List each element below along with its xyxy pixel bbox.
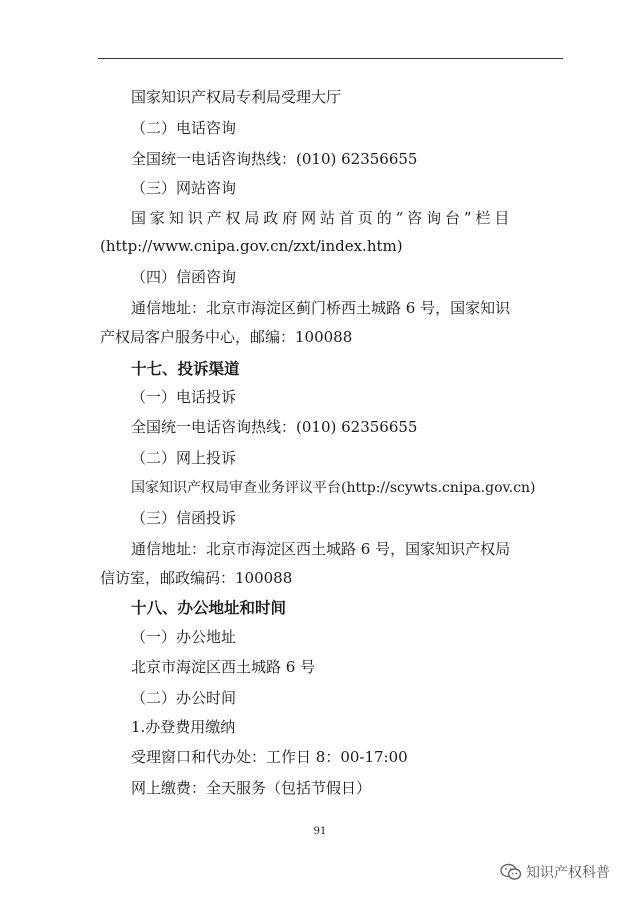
page-number: 91 <box>313 826 327 837</box>
wechat-icon <box>500 863 522 881</box>
text-line: 全国统一电话咨询热线：(010) 62356655 <box>131 150 418 168</box>
text-line: 通信地址：北京市海淀区蓟门桥西土城路 6 号，国家知识 <box>131 299 511 317</box>
url-text: (http://www.cnipa.gov.cn/zxt/index.htm) <box>100 237 403 255</box>
text-line: 全国统一电话咨询热线：(010) 62356655 <box>131 418 418 436</box>
text-line: 1.办登费用缴纳 <box>131 718 236 736</box>
sub-heading: （四）信函咨询 <box>131 268 237 286</box>
section-heading: 十八、办公地址和时间 <box>131 599 287 617</box>
section-heading: 十七、投诉渠道 <box>131 360 240 378</box>
watermark-text: 知识产权科普 <box>526 865 610 881</box>
text-line: 国家知识产权局政府网站首页的“咨询台”栏目 <box>131 209 514 227</box>
sub-heading: （二）网上投诉 <box>131 449 237 467</box>
sub-heading: （一）办公地址 <box>131 628 237 646</box>
text-line: 网上缴费：全天服务（包括节假日） <box>131 779 372 797</box>
text-line: 信访室，邮政编码：100088 <box>100 569 293 587</box>
text-line: 北京市海淀区西土城路 6 号 <box>131 658 316 676</box>
sub-heading: （二）电话咨询 <box>131 119 237 137</box>
header-rule <box>98 58 563 59</box>
sub-heading: （一）电话投诉 <box>131 388 237 406</box>
text-line: 通信地址：北京市海淀区西土城路 6 号，国家知识产权局 <box>131 540 511 558</box>
watermark <box>500 862 610 882</box>
sub-heading: （二）办公时间 <box>131 689 237 707</box>
text-line: 受理窗口和代办处：工作日 8：00-17:00 <box>131 748 408 766</box>
text-line: 国家知识产权局审查业务评议平台(http://scywts.cnipa.gov.cn) <box>131 480 536 496</box>
text-line: 国家知识产权局专利局受理大厅 <box>131 88 342 106</box>
sub-heading: （三）信函投诉 <box>131 509 237 527</box>
text-line: 产权局客户服务中心，邮编：100088 <box>100 328 353 346</box>
sub-heading: （三）网站咨询 <box>131 179 237 197</box>
